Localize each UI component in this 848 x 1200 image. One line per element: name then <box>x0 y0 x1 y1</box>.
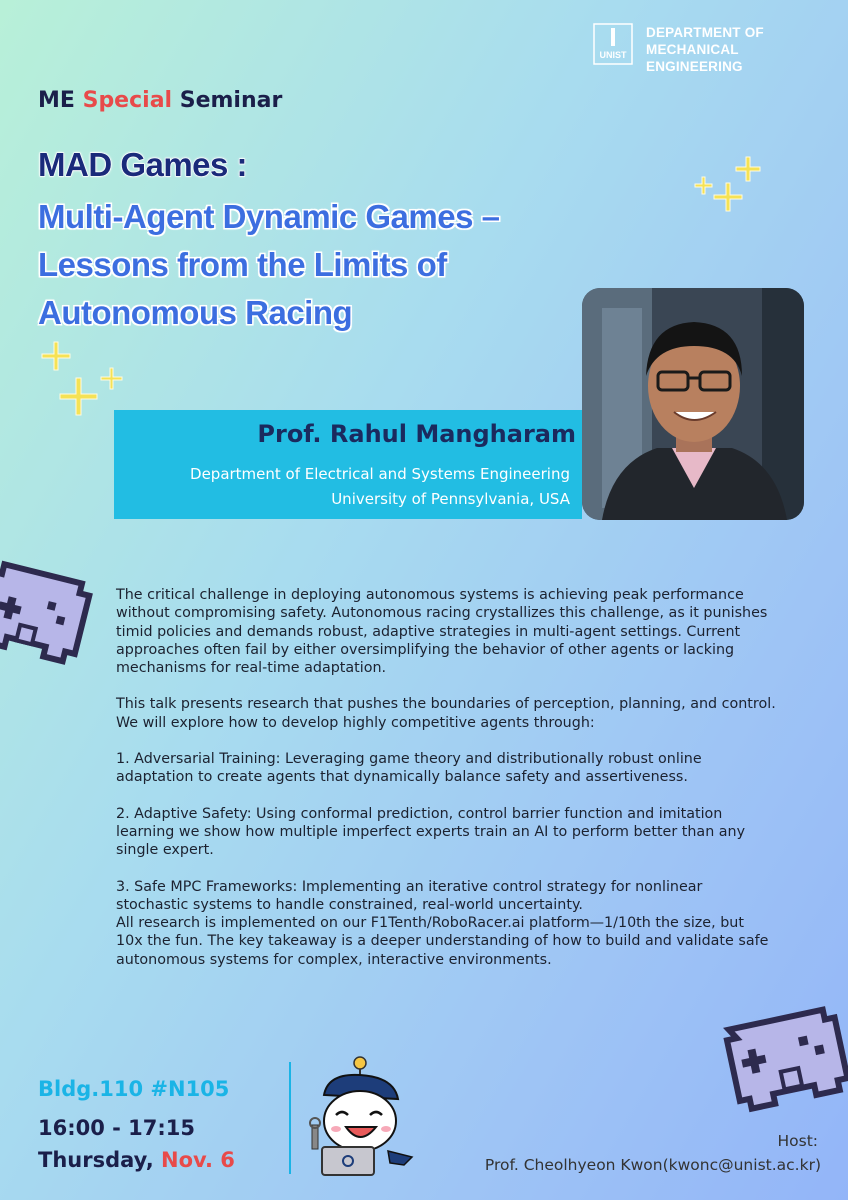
dept-line1: DEPARTMENT OF <box>646 25 764 40</box>
event-time: 16:00 - 17:15 <box>38 1116 196 1140</box>
title-line3: Lessons from the Limits of <box>38 246 447 283</box>
abstract-paragraph: 3. Safe MPC Frameworks: Implementing an iterative control strategy for nonlinear stochastic systems to handle constrained, real-world uncertainty. All research is implemented on our F1Tenth/RoboRacer.ai platform—1/10th the size, but 10x the fun. The key takeaway is a deeper understanding of how to build and validate safe autonomous systems for complex, interactive environments. <box>116 878 769 968</box>
host-name: Prof. Cheolhyeon Kwon(kwonc@unist.ac.kr) <box>484 1156 821 1174</box>
sparkle-icon <box>690 155 770 229</box>
game-controller-icon <box>718 990 848 1129</box>
abstract <box>116 586 816 987</box>
title-subtitle <box>38 193 638 337</box>
abstract-paragraph: The critical challenge in deploying autonomous systems is achieving peak performance without compromising safety. Autonomous racing crystallizes this challenge, as it punishes timid policies and demands robust, adaptive strategies in multi-agent settings. Current approaches often fail by either oversimplifying the behavior of other agents or lacking mechanisms for real-time adaptation. <box>116 587 768 677</box>
host-label: Host: <box>777 1132 818 1150</box>
seminar-label <box>38 88 282 113</box>
event-day: Thursday, <box>38 1148 161 1172</box>
seminar-suffix: Seminar <box>172 88 283 113</box>
seminar-highlight: Special <box>82 88 173 113</box>
dept-line2: MECHANICAL ENGINEERING <box>646 42 743 74</box>
affiliation-univ: University of Pennsylvania, USA <box>331 490 570 508</box>
event-date-highlight: Nov. 6 <box>161 1148 235 1172</box>
speaker-name: Prof. Rahul Mangharam <box>257 420 576 448</box>
event-room: Bldg.110 #N105 <box>38 1077 230 1101</box>
speaker-photo <box>582 288 804 520</box>
title-main: MAD Games : <box>38 146 248 183</box>
speaker-affiliation <box>114 462 570 512</box>
title-line4: Autonomous Racing <box>38 294 353 331</box>
department-name <box>646 24 836 75</box>
abstract-paragraph: This talk presents research that pushes the boundaries of perception, planning, and control. We will explore how to develop highly competitive agents through: <box>116 696 776 731</box>
logo-text: UNIST <box>599 50 627 60</box>
abstract-paragraph: 1. Adversarial Training: Leveraging game theory and distributionally robust online adaptation to create agents that dynamically balance safety and assertiveness. <box>116 751 702 786</box>
affiliation-dept: Department of Electrical and Systems Engineering <box>190 465 570 483</box>
game-controller-icon <box>0 545 102 699</box>
abstract-paragraph: 2. Adaptive Safety: Using conformal prediction, control barrier function and imitation learning we show how multiple imperfect experts train an AI to perform better than any single expert. <box>116 805 746 859</box>
divider <box>289 1062 291 1174</box>
title-line2: Multi-Agent Dynamic Games – <box>38 198 500 235</box>
event-date <box>38 1148 235 1172</box>
unist-logo-icon <box>592 22 634 66</box>
seminar-prefix: ME <box>38 88 83 113</box>
